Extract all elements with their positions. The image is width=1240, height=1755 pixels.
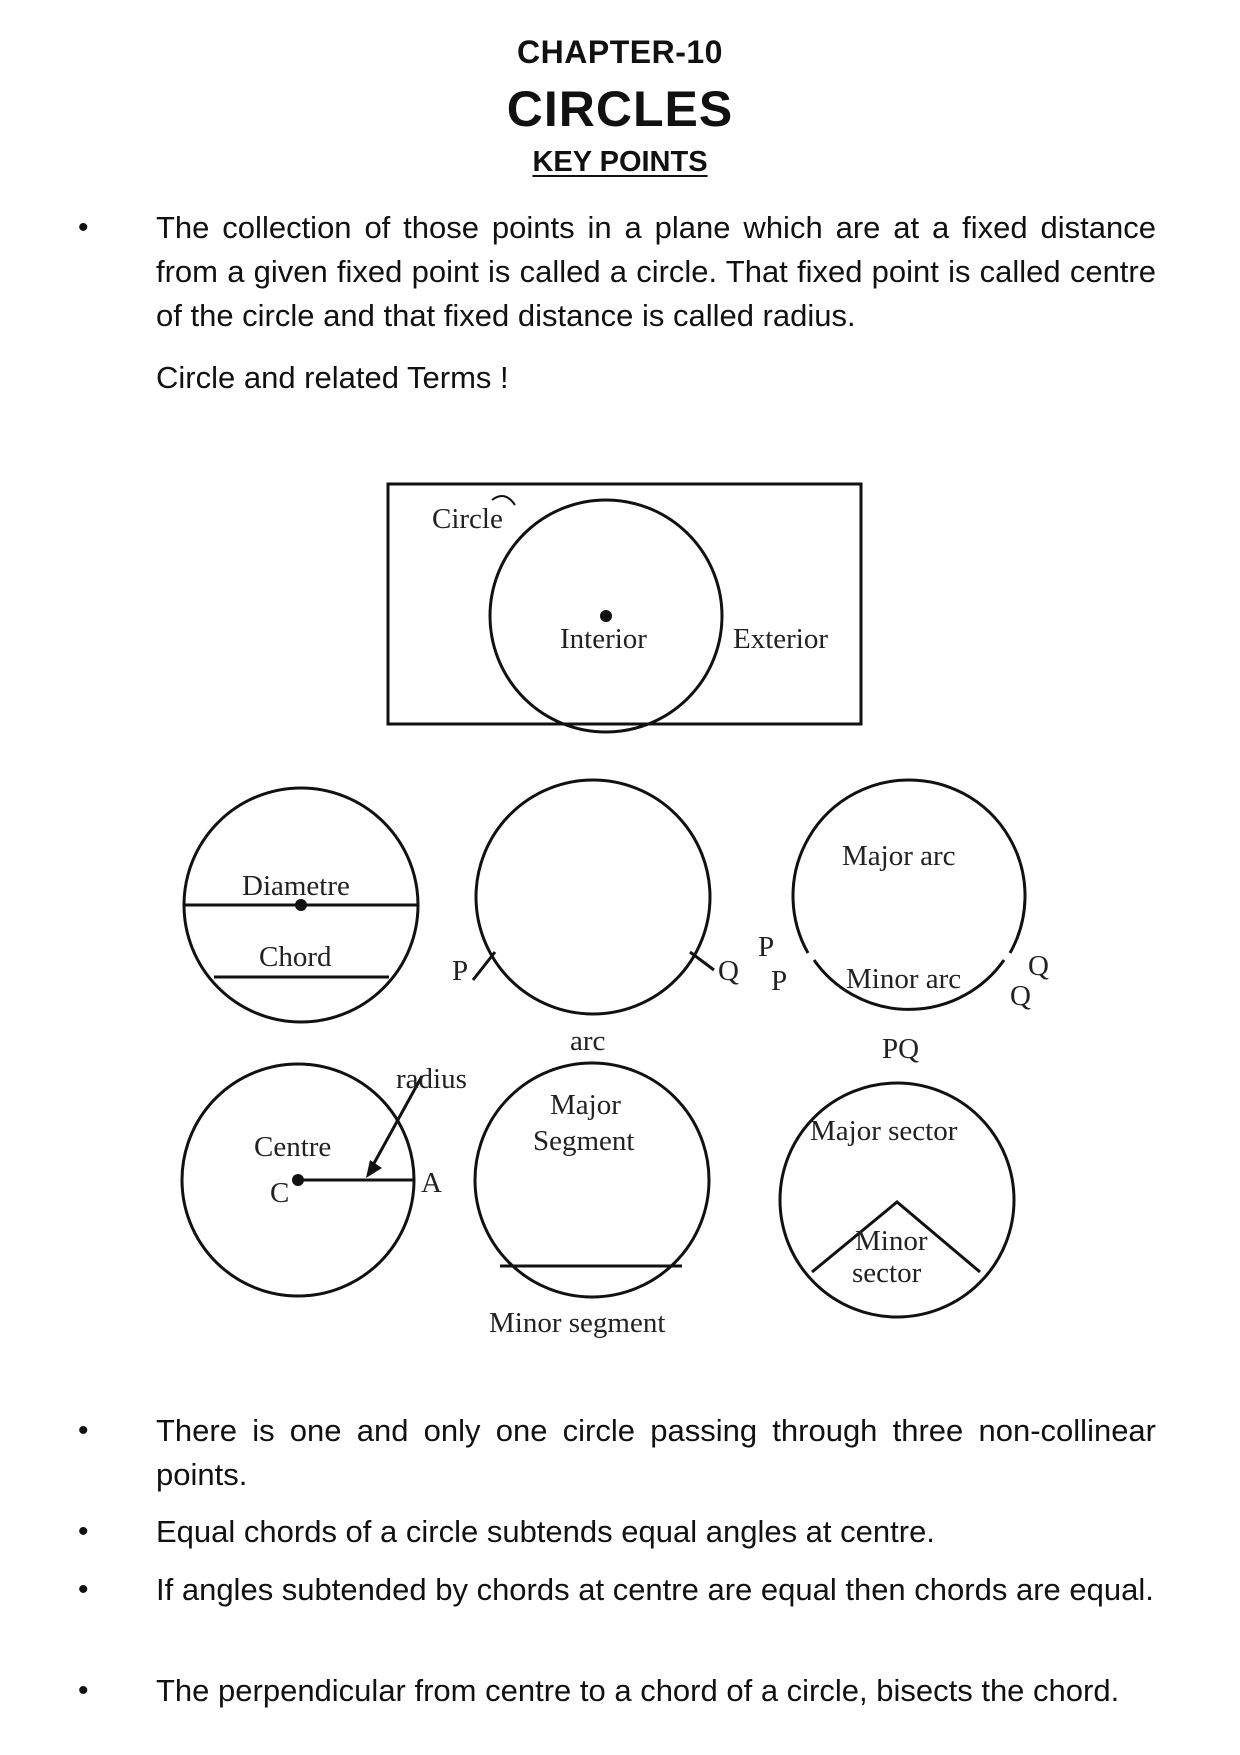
radius-centre-dot	[292, 1174, 304, 1186]
label-minor-q: Q	[1010, 980, 1031, 1012]
bullet-icon: •	[78, 1414, 89, 1447]
label-interior: Interior	[560, 623, 647, 655]
centre-dot	[600, 610, 612, 622]
label-major-segment-2: Segment	[533, 1125, 635, 1157]
bullet-text: Equal chords of a circle subtends equal angles at centre.	[156, 1514, 935, 1549]
label-arc: arc	[570, 1025, 606, 1057]
arc-circle	[476, 780, 710, 1014]
label-chord: Chord	[259, 941, 332, 973]
label-major-p: P	[758, 931, 775, 963]
label-arc-p: P	[452, 955, 469, 987]
section-heading: KEY POINTS	[532, 146, 708, 178]
bullet-text: There is one and only one circle passing through three non-collinear points.	[156, 1413, 1156, 1492]
bullet-icon: •	[78, 211, 89, 244]
label-minor-segment: Minor segment	[489, 1307, 666, 1339]
page-title: CIRCLES	[506, 81, 734, 137]
arrowhead	[366, 1160, 382, 1178]
label-c: C	[270, 1177, 290, 1209]
chapter-label: CHAPTER-10	[517, 34, 723, 70]
label-major-sector: Major sector	[810, 1115, 958, 1147]
label-minor-sector-2: sector	[852, 1257, 922, 1289]
bullet-text: If angles subtended by chords at centre are equal then chords are equal.	[156, 1572, 1154, 1607]
bullet-text: The perpendicular from centre to a chord of a circle, bisects the chord.	[156, 1673, 1120, 1708]
label-centre: Centre	[254, 1131, 332, 1163]
terms-heading: Circle and related Terms !	[156, 360, 509, 395]
bullet-icon: •	[78, 1674, 89, 1707]
label-diametre: Diametre	[242, 870, 350, 902]
bullet-icon: •	[78, 1515, 89, 1548]
label-pq: PQ	[882, 1033, 920, 1065]
label-major-q: Q	[1028, 950, 1049, 982]
label-minor-arc: Minor arc	[846, 963, 962, 995]
arc-tick-p	[473, 952, 495, 980]
label-exterior: Exterior	[733, 623, 829, 655]
bullet-icon: •	[78, 1573, 89, 1606]
circle-terms-diagram	[0, 460, 1240, 1360]
label-major-arc: Major arc	[842, 840, 956, 872]
label-minor-p: P	[771, 965, 788, 997]
label-circle: Circle	[432, 503, 503, 535]
label-arc-q: Q	[718, 955, 739, 987]
label-major-segment-1: Major	[550, 1089, 621, 1121]
label-minor-sector-1: Minor	[855, 1225, 928, 1257]
label-a: A	[421, 1167, 442, 1199]
bullet-text: The collection of those points in a plane which are at a fixed distance from a given fixed point is called a circle. That fixed point is called centre of the circle and that fixed distance is called radius.	[156, 210, 1156, 333]
arc-tick-q	[690, 952, 714, 970]
label-radius: radius	[396, 1063, 467, 1095]
